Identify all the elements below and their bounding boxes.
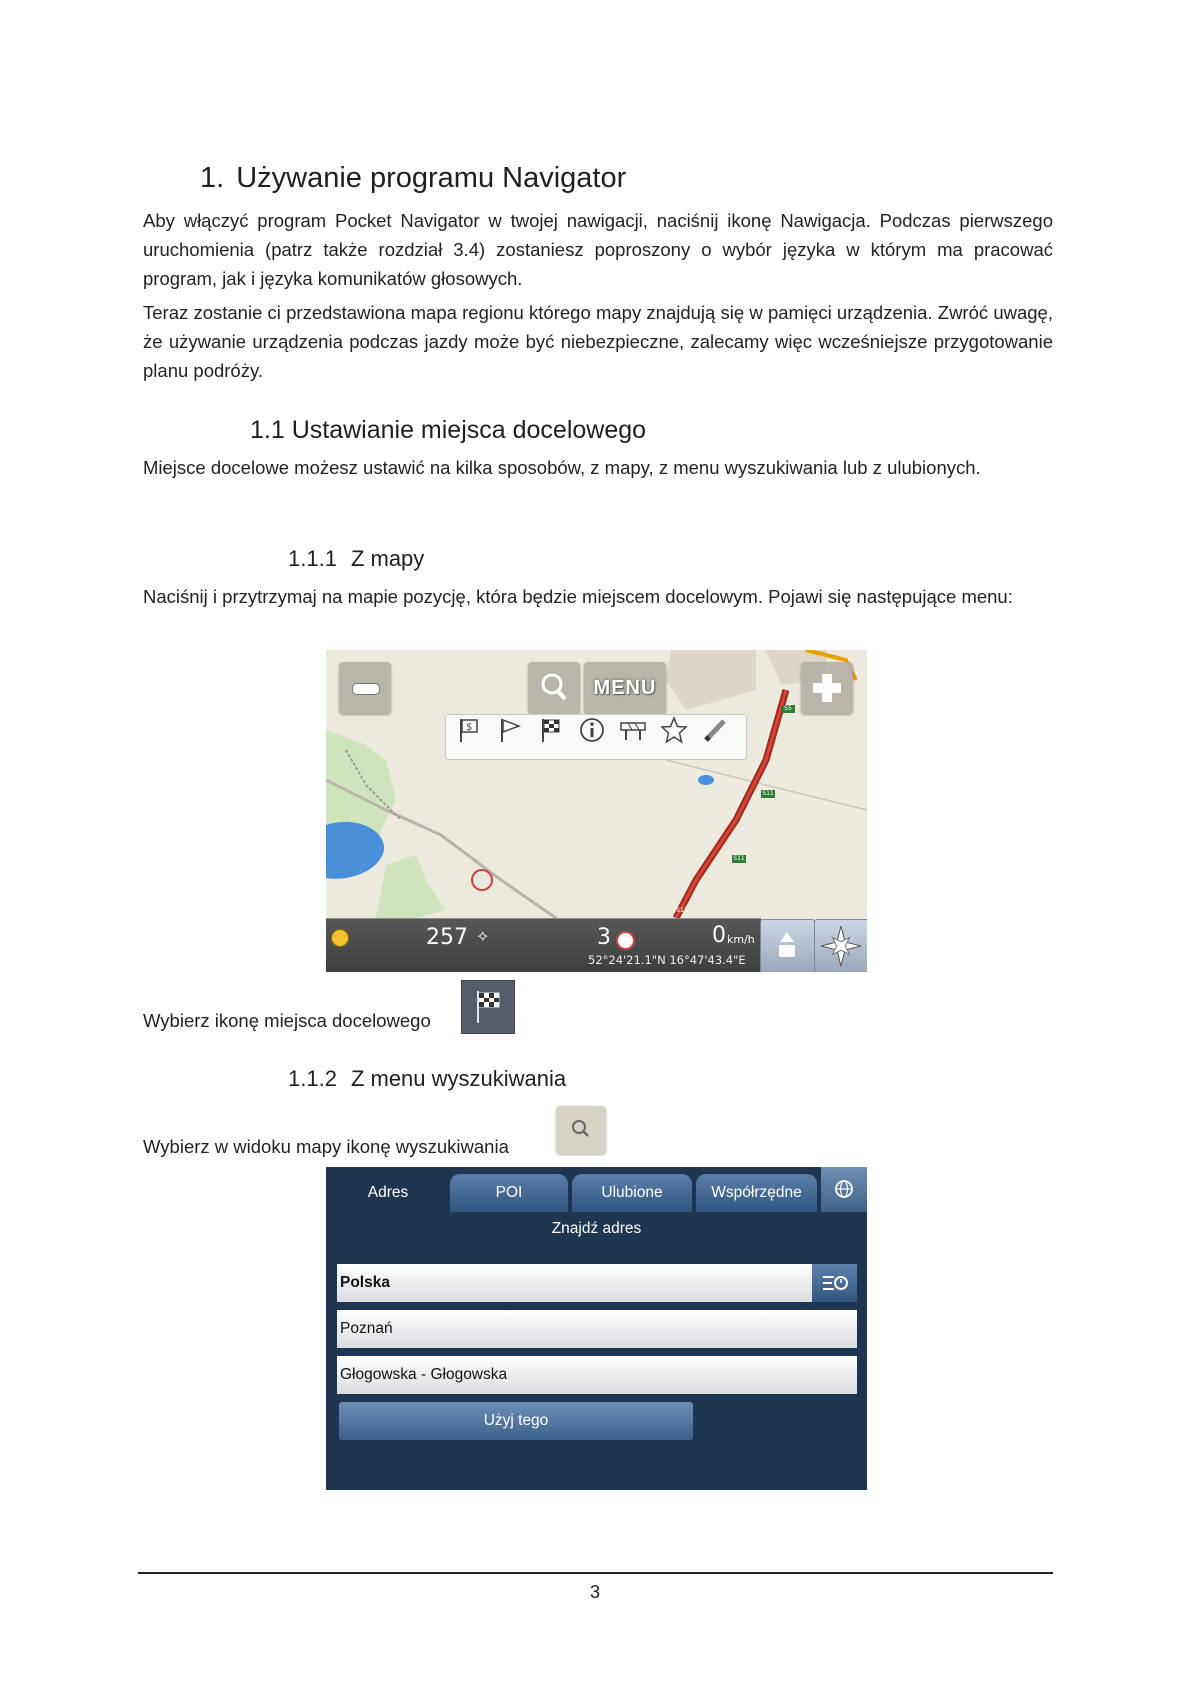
pencil-icon[interactable] bbox=[700, 715, 730, 745]
section-1-1-paragraph: Miejsce docelowe możesz ustawić na kilka sposobów, z mapy, z menu wyszukiwania lub z ulubionych. bbox=[143, 457, 981, 478]
history-button[interactable] bbox=[812, 1264, 857, 1302]
intro-paragraph-1: Aby włączyć program Pocket Navigator w twojej nawigacji, naciśnij ikonę Nawigacja. Podczas pierwszego uruchomienia (patrz także rozdział 3.4) zostaniesz poproszony o wybór języka w którym ma pracować program, jak i języka komunikatów głosowych. bbox=[143, 210, 1053, 289]
history-icon bbox=[812, 1264, 857, 1302]
section-number: 1. bbox=[200, 162, 225, 194]
section-1-1-heading: 1.1 Ustawianie miejsca docelowego bbox=[250, 416, 647, 444]
choose-search-text: Wybierz w widoku mapy ikonę wyszukiwania bbox=[143, 1136, 509, 1157]
section-1-heading bbox=[200, 162, 626, 195]
context-menu-strip bbox=[445, 714, 747, 760]
section-title: Z menu wyszukiwania bbox=[350, 1066, 567, 1091]
globe-button[interactable] bbox=[821, 1167, 867, 1212]
flag-s-icon[interactable] bbox=[454, 715, 484, 745]
info-icon[interactable] bbox=[577, 715, 607, 745]
signal-value: 3 bbox=[597, 925, 611, 950]
country-field[interactable] bbox=[337, 1264, 857, 1302]
choose-destination-text: Wybierz ikonę miejsca docelowego bbox=[143, 1010, 431, 1031]
city-field[interactable]: Poznań bbox=[337, 1310, 857, 1348]
search-button[interactable] bbox=[528, 662, 580, 714]
intro-paragraph-2: Teraz zostanie ci przedstawiona mapa regionu którego mapy znajdują się w pamięci urządzenia. Zwróć uwagę, że używanie urządzenia podczas jazdy może być niebezpieczne, zalecamy więc wcześniejsze przygotowanie planu podróży. bbox=[143, 302, 1053, 381]
use-this-button[interactable]: Użyj tego bbox=[339, 1402, 693, 1440]
section-title: Używanie programu Navigator bbox=[236, 162, 627, 194]
road-label: S11 bbox=[733, 855, 745, 862]
find-address-title: Znajdź adres bbox=[551, 1220, 642, 1237]
tab-favorites[interactable]: Ulubione bbox=[572, 1174, 692, 1212]
gps-coordinates: 52°24'21.1"N 16°47'43.4"E bbox=[588, 953, 746, 967]
road-label: S11 bbox=[762, 790, 774, 797]
section-1-1-2-heading bbox=[288, 1066, 566, 1092]
section-1-1-1-paragraph: Naciśnij i przytrzymaj na mapie pozycję, która będzie miejscem docelowym. Pojawi się następujące menu: bbox=[143, 586, 1013, 607]
section-number: 1.1.1 bbox=[288, 546, 337, 571]
compass-rose-icon bbox=[815, 920, 867, 972]
section-number: 1.1.2 bbox=[288, 1066, 337, 1091]
speed-unit: km/h bbox=[727, 933, 755, 946]
tab-coordinates[interactable]: Współrzędne bbox=[696, 1174, 817, 1212]
compass-button[interactable] bbox=[814, 919, 867, 972]
street-field[interactable]: Głogowska - Głogowska bbox=[337, 1356, 857, 1394]
status-bar bbox=[326, 918, 761, 972]
minimize-button[interactable] bbox=[339, 662, 391, 714]
satellite-count: 257 bbox=[426, 925, 468, 950]
destination-flag-icon bbox=[461, 980, 515, 1034]
road-label: S5 bbox=[784, 705, 792, 712]
vehicle-view-button[interactable] bbox=[760, 919, 815, 972]
section-1-1-1-heading bbox=[288, 546, 424, 572]
star-icon[interactable] bbox=[659, 715, 689, 745]
zoom-in-button[interactable] bbox=[801, 662, 853, 714]
magnifier-icon bbox=[528, 662, 580, 714]
search-magnifier-icon bbox=[556, 1106, 606, 1154]
footer-divider bbox=[138, 1572, 1053, 1574]
satellite-icon: ✧ bbox=[476, 927, 490, 946]
flag-outline-icon[interactable] bbox=[495, 715, 525, 745]
tab-poi[interactable]: POI bbox=[450, 1174, 568, 1212]
road-label: S11 bbox=[676, 907, 688, 914]
section-title: Z mapy bbox=[350, 546, 425, 571]
map-screenshot bbox=[326, 650, 867, 972]
search-screenshot bbox=[326, 1167, 867, 1490]
globe-icon bbox=[821, 1167, 867, 1212]
menu-button[interactable]: MENU bbox=[584, 662, 666, 714]
car-icon bbox=[761, 920, 814, 972]
compass-icon bbox=[331, 929, 349, 947]
minus-icon bbox=[352, 683, 380, 695]
svg-text:$: $ bbox=[466, 722, 473, 733]
checkered-flag-icon[interactable] bbox=[536, 715, 566, 745]
clock-icon bbox=[616, 931, 635, 950]
roadblock-icon[interactable] bbox=[618, 715, 648, 745]
speed-value: 0 bbox=[712, 923, 726, 948]
page-number: 3 bbox=[589, 1582, 600, 1602]
country-value: Polska bbox=[340, 1274, 390, 1291]
tab-address[interactable]: Adres bbox=[329, 1174, 447, 1219]
